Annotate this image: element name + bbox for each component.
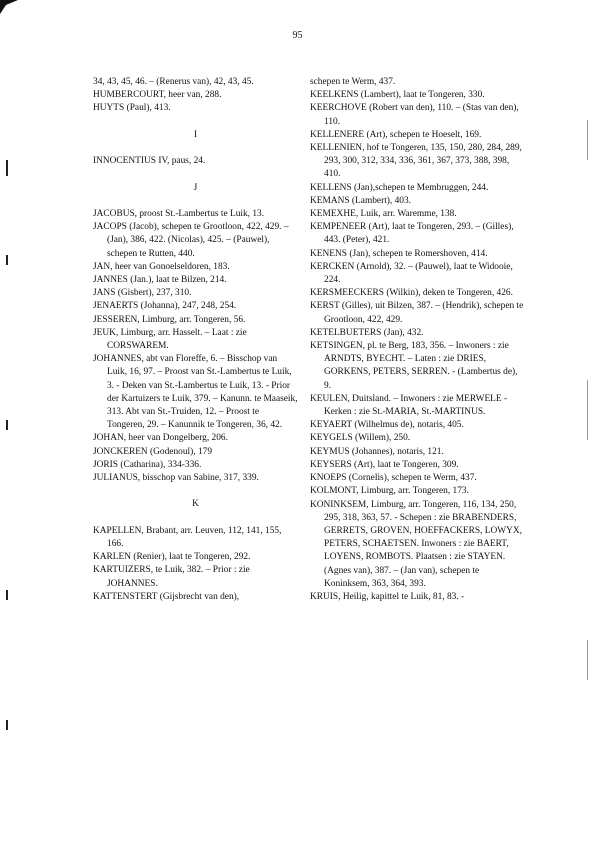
page-number: 95 bbox=[292, 30, 303, 41]
spacer bbox=[93, 168, 298, 181]
index-entry: KELLENS (Jan),schepen te Membruggen, 244. bbox=[310, 182, 489, 193]
index-entry: KEYSERS (Art), laat te Tongeren, 309. bbox=[310, 459, 459, 470]
index-entry: KENENS (Jan), schepen te Romershoven, 414. bbox=[310, 248, 488, 259]
index-entry: KNOEPS (Cornelis), schepen te Werm, 437. bbox=[310, 473, 477, 484]
edge-mark bbox=[587, 380, 588, 440]
edge-mark bbox=[6, 420, 8, 430]
index-entry: JAN, heer van Gonoelseldoren, 183. bbox=[93, 261, 230, 272]
spacer bbox=[93, 116, 298, 129]
spacer bbox=[93, 512, 298, 525]
index-entry: KARLEN (Renier), laat te Tongeren, 292. bbox=[93, 552, 251, 563]
index-entry: JANNES (Jan.), laat te Bilzen, 214. bbox=[93, 274, 227, 285]
section-letter: K bbox=[192, 499, 199, 510]
edge-mark bbox=[6, 720, 8, 730]
index-entry: KEYAERT (Wilhelmus de), notaris, 405. bbox=[310, 420, 464, 431]
edge-mark bbox=[6, 255, 8, 265]
index-entry: KEYMUS (Johannes), notaris, 121. bbox=[310, 446, 444, 457]
index-entry: KERSMEECKERS (Wilkin), deken te Tongeren, 426. bbox=[310, 288, 513, 299]
index-entry: KONINKSEM, Limburg, arr. Tongeren, 116, 134, 250, 295, 318, 363, 57. - Schepen : zie BRABENDERS, GERRETS, GROVEN, HOEFFACKERS, LOWYX, PETERS, SCHAETSEN. Inwoners : zie BAERT, LOYENS, ROMBOTS. Plaatsen : zie STAYEN. (Agnes van), 387. – (Jan van), schepen te Koninksem, 363, 364, 393. bbox=[310, 499, 523, 589]
index-entry: KOLMONT, Limburg, arr. Tongeren, 173. bbox=[310, 486, 469, 497]
corner-mark-icon bbox=[0, 0, 18, 14]
index-entry: KERST (Gilles), uit Bilzen, 387. – (Hendrik), schepen te Grootloon, 422, 429. bbox=[310, 301, 524, 325]
index-entry: KERCKEN (Arnold), 32. – (Pauwel), laat te Widooie, 224. bbox=[310, 261, 513, 286]
index-entry: KETELBUETERS (Jan), 432. bbox=[310, 327, 424, 338]
index-entry: JESSEREN, Limburg, arr. Tongeren, 56. bbox=[93, 314, 246, 325]
index-entry: KEMPENEER (Art), laat te Tongeren, 293. – (Gilles), 443. (Peter), 421. bbox=[310, 222, 514, 246]
index-entry: KELLENIEN, hof te Tongeren, 135, 150, 280, 284, 289, 293, 300, 312, 334, 336, 361, 367, 373, 388, 398, 410. bbox=[310, 143, 522, 180]
index-entry: KARTUIZERS, te Luik, 382. – Prior : zie JOHANNES. bbox=[93, 565, 250, 589]
index-entry: JACOBUS, proost St.-Lambertus te Luik, 13. bbox=[93, 208, 265, 219]
index-entry: KELLENERE (Art), schepen te Hoeselt, 169. bbox=[310, 129, 482, 140]
index-entry: JOHANNES, abt van Floreffe, 6. – Bisschop van Luik, 16, 97. – Proost van St.-Lambertus te Luik, 3. - Deken van St.-Lambertus te Luik, 13. - Prior der Kartuizers te Luik, 379. – Kanunn. te Maaseik, 313. Abt van St.-Truiden, 12. – Proost te Tongeren, 29. – Kanunnik te Tongeren, 36, 42. bbox=[93, 354, 298, 431]
edge-mark bbox=[587, 640, 588, 680]
index-entry: KEMANS (Lambert), 403. bbox=[310, 195, 412, 206]
index-entry: JEUK, Limburg, arr. Hasselt. – Laat : zie CORSWAREM. bbox=[93, 327, 247, 351]
edge-mark bbox=[6, 590, 8, 600]
spacer bbox=[93, 485, 298, 498]
index-entry: JACOPS (Jacob), schepen te Grootloon, 422, 429. – (Jan), 386, 422. (Nicolas), 425. – (Pauwel), schepen te Rutten, 440. bbox=[93, 222, 289, 259]
index-entry: KEELKENS (Lambert), laat te Tongeren, 330. bbox=[310, 90, 485, 101]
edge-mark bbox=[587, 120, 588, 160]
index-column-right bbox=[310, 76, 525, 604]
index-entry: KETSINGEN, pl. te Berg, 183, 356. – Inwoners : zie ARNDTS, BYECHT. – Laten : zie DRIES, GORKENS, PETERS, SERREN. - (Lambertus de), 9. bbox=[310, 341, 518, 391]
index-entry: KEYGELS (Willem), 250. bbox=[310, 433, 411, 444]
index-entry: JULIANUS, bisschop van Sabine, 317, 339. bbox=[93, 473, 259, 484]
index-entry: 34, 43, 45, 46. – (Renerus van), 42, 43, 45. bbox=[93, 77, 254, 87]
index-entry: KRUIS, Heilig, kapittel te Luik, 81, 83. - bbox=[310, 591, 465, 602]
index-column-left bbox=[93, 76, 298, 604]
section-letter: J bbox=[193, 182, 198, 193]
index-entry: KEULEN, Duitsland. – Inwoners : zie MERWELE - Kerken : zie St.-MARIA, St.-MARTINUS. bbox=[310, 393, 508, 418]
index-entry: JANS (Gisbert), 237, 310. bbox=[93, 288, 192, 299]
index-entry: JORIS (Catharina), 334-336. bbox=[93, 459, 202, 470]
index-entry: schepen te Werm, 437. bbox=[310, 77, 396, 87]
edge-mark bbox=[6, 160, 8, 176]
index-entry: KAPELLEN, Brabant, arr. Leuven, 112, 141, 155, 166. bbox=[93, 525, 282, 550]
index-entry: KATTENSTERT (Gijsbrecht van den), bbox=[93, 591, 240, 602]
index-entry: KEMEXHE, Luik, arr. Waremme, 138. bbox=[310, 209, 457, 220]
index-entry: JOHAN, heer van Dongelberg, 206. bbox=[93, 433, 228, 444]
section-letter: I bbox=[193, 129, 198, 140]
spacer bbox=[93, 195, 298, 208]
index-entry: INNOCENTIUS IV, paus, 24. bbox=[93, 156, 206, 167]
spacer bbox=[93, 142, 298, 155]
index-entry: KEERCHOVE (Robert van den), 110. – (Stas van den), 110. bbox=[310, 103, 519, 127]
index-entry: JONCKEREN (Godenoul), 179 bbox=[93, 446, 213, 457]
index-entry: HUMBERCOURT, heer van, 288. bbox=[93, 90, 222, 101]
index-entry: JENAERTS (Johanna), 247, 248, 254. bbox=[93, 301, 237, 312]
index-entry: HUYTS (Paul), 413. bbox=[93, 103, 171, 114]
